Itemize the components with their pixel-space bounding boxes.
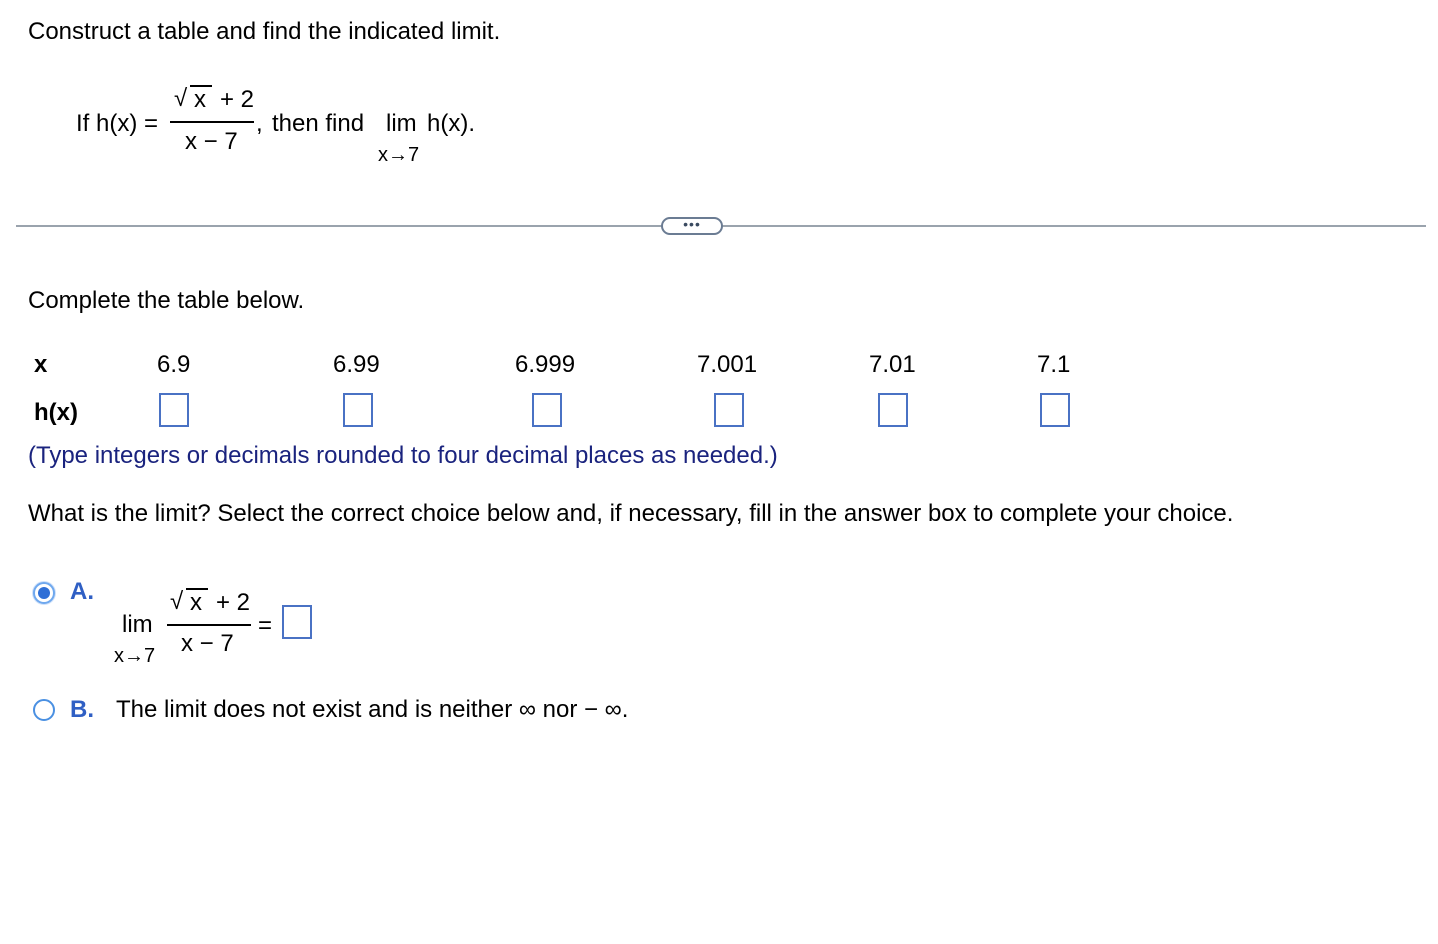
table-x-value: 6.999	[515, 351, 576, 378]
table-x-value: 6.9	[157, 351, 191, 378]
problem-then-text: then find	[272, 110, 365, 137]
denominator: x − 7	[185, 128, 238, 155]
table-x-value: 6.99	[333, 351, 380, 378]
choice-a-radio[interactable]	[33, 582, 55, 604]
choice-a-denominator: x − 7	[181, 630, 234, 657]
hx-answer-input[interactable]	[159, 393, 189, 427]
rounding-note: (Type integers or decimals rounded to four decimal places as needed.)	[28, 442, 778, 469]
numerator-rest: + 2	[220, 86, 255, 113]
choice-b-letter: B.	[70, 696, 94, 723]
hx-answer-input[interactable]	[343, 393, 373, 427]
table-x-value: 7.01	[869, 351, 916, 378]
problem-if-label: If h(x) =	[76, 110, 159, 137]
problem-lim-word: lim	[386, 110, 417, 137]
choice-a-lim-subscript: x→7	[114, 645, 156, 667]
instruction-text: Construct a table and find the indicated limit.	[28, 18, 501, 45]
table-header-hx: h(x)	[34, 399, 78, 426]
problem-lim-subscript: x→7	[378, 144, 420, 166]
choice-a-fraction-bar	[167, 624, 251, 626]
hx-answer-input[interactable]	[878, 393, 908, 427]
hx-answer-input[interactable]	[532, 393, 562, 427]
choice-a-numerator-radicand: x	[190, 589, 202, 616]
problem-comma: ,	[256, 110, 263, 137]
choice-a-letter: A.	[70, 578, 94, 605]
choice-b-text: The limit does not exist and is neither ∞ nor − ∞.	[116, 696, 629, 723]
table-header-x: x	[34, 351, 48, 378]
numerator-radicand: x	[194, 86, 206, 113]
limit-answer-input[interactable]	[282, 605, 312, 639]
table-x-value: 7.1	[1037, 351, 1071, 378]
sqrt-sign-icon: √	[174, 85, 188, 112]
question-text: What is the limit? Select the correct choice below and, if necessary, fill in the answer box to complete your choice.	[28, 500, 1234, 527]
choice-b-radio[interactable]	[33, 699, 55, 721]
sqrt-sign-icon: √	[170, 588, 184, 615]
hx-answer-input[interactable]	[714, 393, 744, 427]
choice-a-equals: =	[258, 612, 273, 639]
choice-a-lim-word: lim	[122, 611, 153, 638]
choice-a-numerator-rest: + 2	[216, 589, 251, 616]
table-prompt: Complete the table below.	[28, 287, 305, 314]
hx-answer-input[interactable]	[1040, 393, 1070, 427]
fraction-bar	[170, 121, 254, 123]
more-options-button[interactable]: •••	[661, 217, 723, 235]
problem-lim-expr: h(x).	[427, 110, 475, 137]
table-x-value: 7.001	[697, 351, 758, 378]
